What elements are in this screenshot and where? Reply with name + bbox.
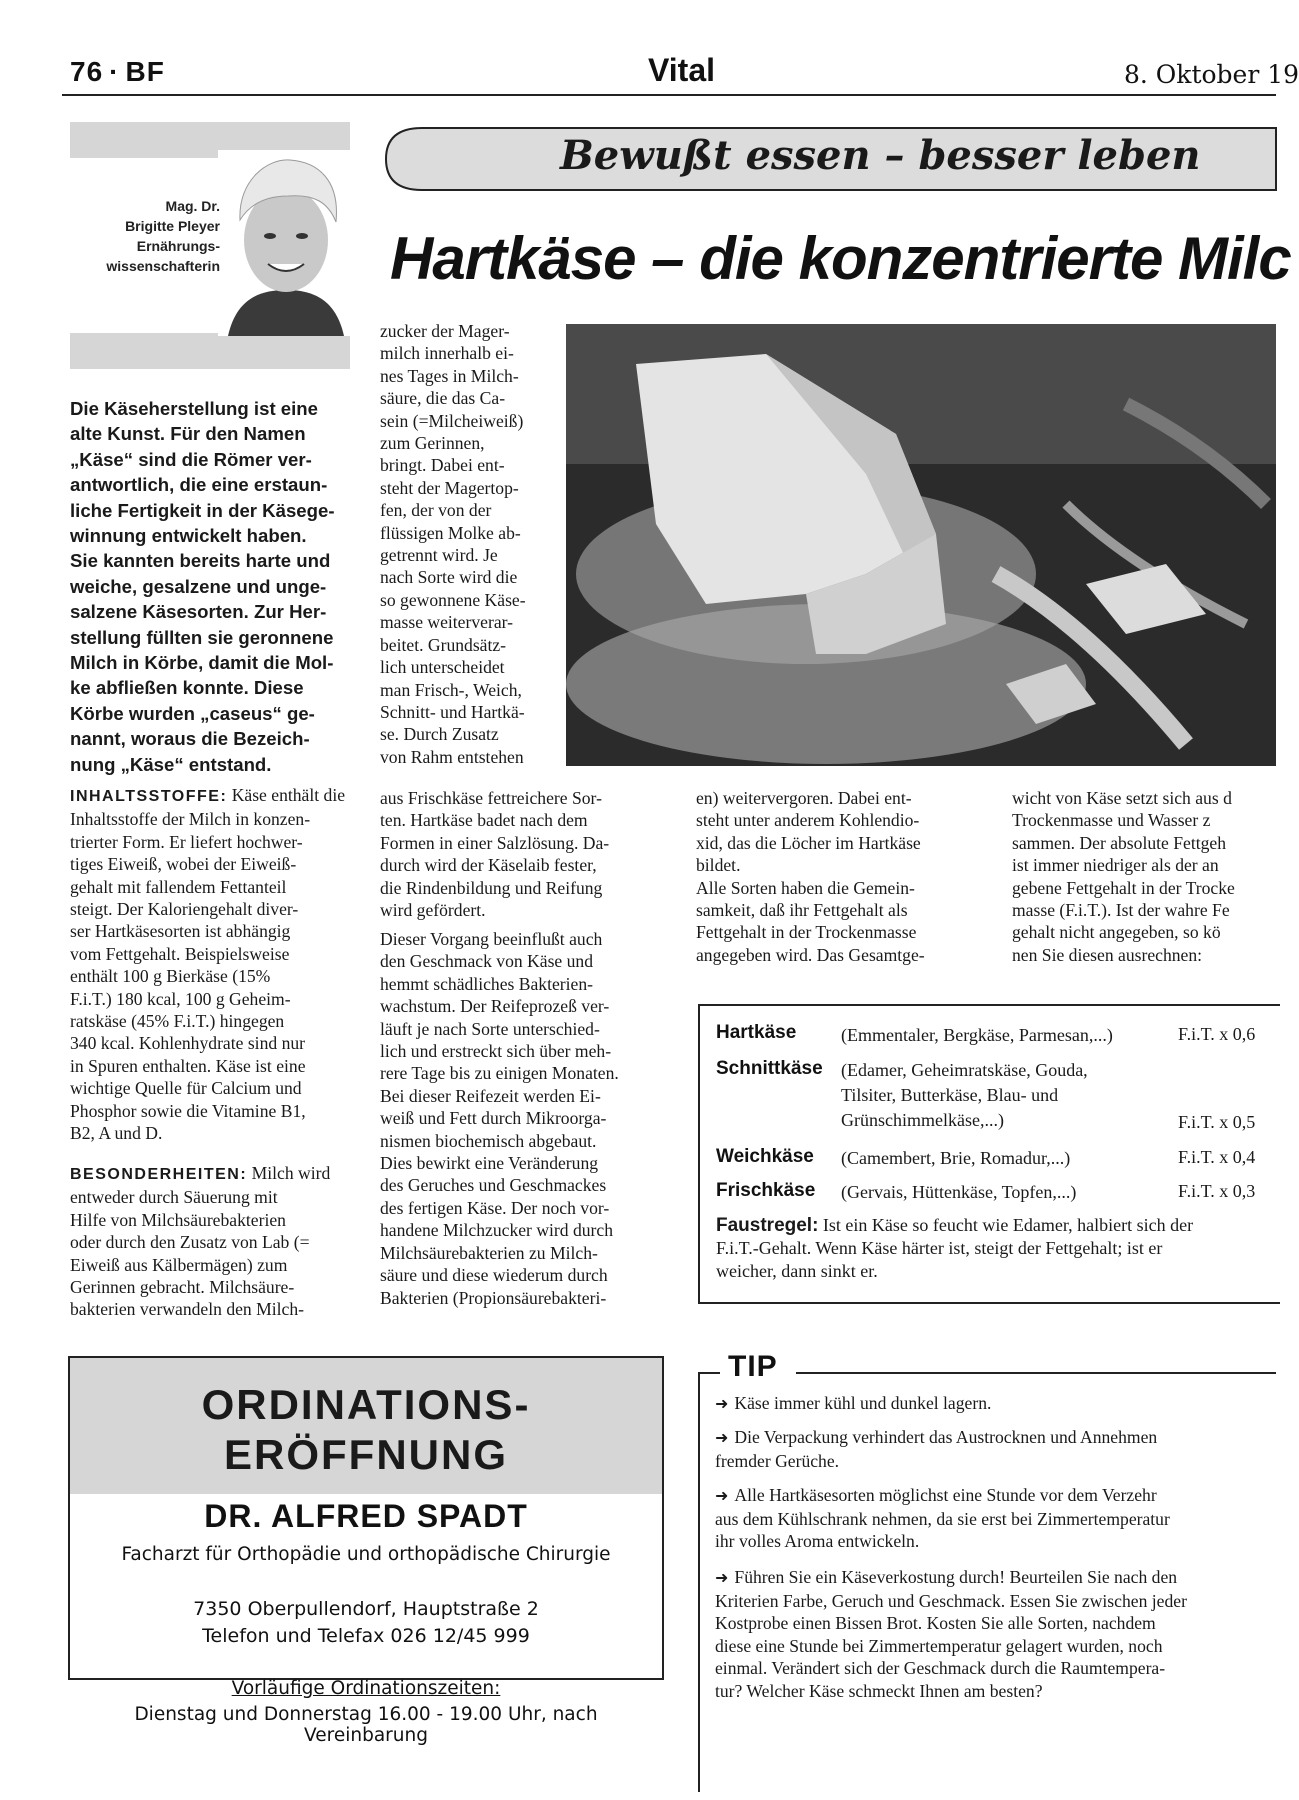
lead-paragraph: Die Käseherstellung ist eine alte Kunst. Für den Namen „Käse“ sind die Römer ver- antwortlich, die eine erstaun- liche Fertigkeit in der Käsege- winnung entwickelt haben. Sie kannten bereits harte und weiche, gesalzene und unge- salzene Käsesorten. Zur Her- stellung füllten sie geronnene Milch in Körbe, damit die Mol- ke abfließen konnte. Diese Körbe wurden „caseus“ ge- nannt, woraus die Bezeich- nung „Käse“ entstand. [70,398,335,775]
rule-of-thumb-label: Faustregel: [716,1215,819,1236]
table-row-name: Weichkäse [716,1146,814,1167]
cheese-photo-image [566,324,1276,766]
ad-title-line1: ORDINATIONS- [201,1381,531,1428]
table-row-fit: F.i.T. x 0,6 [1178,1024,1256,1044]
tip-item [715,1566,1275,1703]
tip-item-text: Die Verpackung verhindert das Austrocknen und Annehmen fremder Gerüche. [715,1427,1158,1471]
table-row-name: Schnittkäse [716,1058,823,1079]
ad-title-line2: ERÖFFNUNG [224,1431,508,1478]
table-row-name: Hartkäse [716,1022,797,1043]
section-inhaltsstoffe [70,784,352,1145]
author-credit [74,196,220,276]
table-row-desc: (Camembert, Brie, Romadur,...) [841,1148,1071,1168]
table-row-desc: (Edamer, Geheimratskäse, Gouda, Tilsiter, Butterkäse, Blau- und Grünschimmelkäse,...) [841,1060,1088,1130]
ad-address: 7350 Oberpullendorf, Hauptstraße 2 [193,1598,539,1620]
table-row-fit: F.i.T. x 0,5 [1178,1112,1256,1132]
table-row-name: Frischkäse [716,1180,816,1201]
ad-specialty: Facharzt für Orthopädie und orthopädische Chirurgie [121,1544,611,1565]
column2-top: zucker der Mager- milch innerhalb ei- nes Tages in Milch- säure, die das Ca- sein (=Milcheiweiß) zum Gerinnen, bringt. Dabei ent- steht der Magertop- fen, der von der flüssigen Molke ab- getrennt wird. Je nach Sorte wird die so gewonnene Käse- masse weiterverar- beitet. Grundsätz- lich unterscheidet man Frisch-, Weich, Schnitt- und Hartkä- se. Durch Zusatz von Rahm entstehen [380,321,526,767]
ad-title [70,1380,662,1480]
author-portrait-image [218,150,354,336]
arrow-right-icon: ➜ [715,1568,729,1587]
section-text-besonderheiten: Milch wird entweder durch Säuerung mit Hilfe von Milchsäurebakterien oder durch den Zusatz von Lab (= Eiweiß aus Kälbermägen) zum Gerinnen gebracht. Milchsäure- bakterien verwandeln den Milch- [70,1163,331,1320]
arrow-right-icon: ➜ [715,1428,729,1447]
headline: Hartkäse – die konzentrierte Milc [390,225,1291,292]
table-row-fit: F.i.T. x 0,3 [1178,1181,1256,1201]
table-row-fit: F.i.T. x 0,4 [1178,1147,1256,1167]
section-heading-inhaltsstoffe: INHALTSSTOFFE: [70,788,228,805]
author-photo [218,150,354,336]
tip-item-text: Führen Sie ein Käseverkostung durch! Beurteilen Sie nach den Kriterien Farbe, Geruch und Geschmack. Essen Sie zwischen jeder Kostprobe einen Bissen Brot. Kosten Sie alle Sorten, nachdem diese eine Stunde bei Zimmertemperatur gelagert wurden, noch einmal. Verändert sich der Geschmack durch die Raumtempera- tur? Welcher Käse schmeckt Ihnen am besten? [715,1567,1187,1701]
table-row-desc: (Emmentaler, Bergkäse, Parmesan,...) [841,1025,1113,1045]
tip-rule-right [796,1372,1276,1374]
rule-of-thumb-text: Ist ein Käse so feucht wie Edamer, halbiert sich der F.i.T.-Gehalt. Wenn Käse härter ist, steigt der Fettgehalt; ist er weicher, dann sinkt er. [716,1215,1194,1281]
column2-bottom: aus Frischkäse fettreichere Sor- ten. Hartkäse badet nach dem Formen in einer Salzlösung. Da- durch wird der Käselaib fester, die Rindenbildung und Reifung wird gefördert. [380,788,610,921]
banner-title: Bewußt essen – besser leben [560,132,1201,179]
author-box-bottom-band [70,333,350,369]
author-role: Ernährungs- wissenschafterin [106,238,220,274]
author-name: Brigitte Pleyer [125,218,220,234]
table-row-desc: (Gervais, Hüttenkäse, Topfen,...) [841,1182,1077,1202]
tip-item [715,1426,1275,1472]
page-number-value: 76 [70,56,104,87]
arrow-right-icon: ➜ [715,1394,729,1413]
page-number: 76 · BF [70,56,165,87]
section-heading-besonderheiten: BESONDERHEITEN: [70,1166,248,1183]
ad-hours-label: Vorläufige Ordinationszeiten: [231,1678,501,1699]
rule-of-thumb [716,1214,1276,1283]
tip-rule-left [698,1372,720,1374]
arrow-right-icon: ➜ [715,1486,729,1505]
tip-item-text: Käse immer kühl und dunkel lagern. [734,1393,992,1413]
column3-text: en) weitervergoren. Dabei ent- steht unter anderem Kohlendio- xid, das die Löcher im Hartkäse bildet. Alle Sorten haben die Gemein- samkeit, daß ihr Fettgehalt als Fettgehalt in der Trockenmasse angegeben wird. Das Gesamtge- [696,788,925,965]
publication-name: BF [125,56,165,87]
section-title: Vital [648,52,715,88]
tip-item-text: Alle Hartkäsesorten möglichst eine Stunde vor dem Verzehr aus dem Kühlschrank nehmen, da sie erst bei Zimmertemperatur ihr volles Aroma entwickeln. [715,1485,1170,1552]
ad-hours: Dienstag und Donnerstag 16.00 - 19.00 Uhr, nach Vereinbarung [134,1704,598,1746]
section-text-inhaltsstoffe: Käse enthält die Inhaltsstoffe der Milch in konzen- trierter Form. Er liefert hochwer- tiges Eiweiß, wobei der Eiweiß- gehalt mit fallendem Fettanteil steigt. Der Kaloriengehalt diver- ser Hartkäsesorten ist abhängig vom Fettgehalt. Beispielsweise enthält 100 g Bierkäse (15% F.i.T.) 180 kcal, 100 g Geheim- ratskäse (45% F.i.T.) hingegen 340 kcal. Kohlenhydrate sind nur in Spuren enthalten. Käse ist eine wichtige Quelle für Calcium und Phosphor sowie die Vitamine B1, B2, A und D. [70,785,346,1144]
author-title: Mag. Dr. [165,198,220,214]
cheese-photo [566,324,1276,766]
header-rule [62,94,1276,96]
ad-phone: Telefon und Telefax 026 12/45 999 [202,1625,530,1647]
tip-item [715,1392,1275,1416]
ad-doctor-name: DR. ALFRED SPADT [204,1498,528,1534]
issue-date: 8. Oktober 19 [1124,60,1299,89]
column2-para2: Dieser Vorgang beeinflußt auch den Geschmack von Käse und hemmt schädliches Bakterien- wachstum. Der Reifeprozeß ver- läuft je nach Sorte unterschied- lich und erstreckt sich über meh- rere Tage bis zu einigen Monaten. Bei dieser Reifezeit werden Ei- weiß und Fett durch Mikroorga- nismen biochemisch abgebaut. Dies bewirkt eine Veränderung des Geruches und Geschmackes des fertigen Käse. Der noch vor- handene Milchzucker wird durch Milchsäurebakterien zu Milch- säure und diese wiederum durch Bakterien (Propionsäurebakteri- [380,929,619,1308]
tip-item [715,1484,1275,1553]
tip-title: TIP [728,1350,778,1383]
section-besonderheiten [70,1162,352,1321]
column4-text: wicht von Käse setzt sich aus d Trockenmasse und Wasser z sammen. Der absolute Fettgeh ist immer niedriger als der an gebene Fettgehalt in der Trocke masse (F.i.T.). Ist der wahre Fe gehalt nicht angegeben, so kö nen Sie diesen ausrechnen: [1012,788,1235,965]
